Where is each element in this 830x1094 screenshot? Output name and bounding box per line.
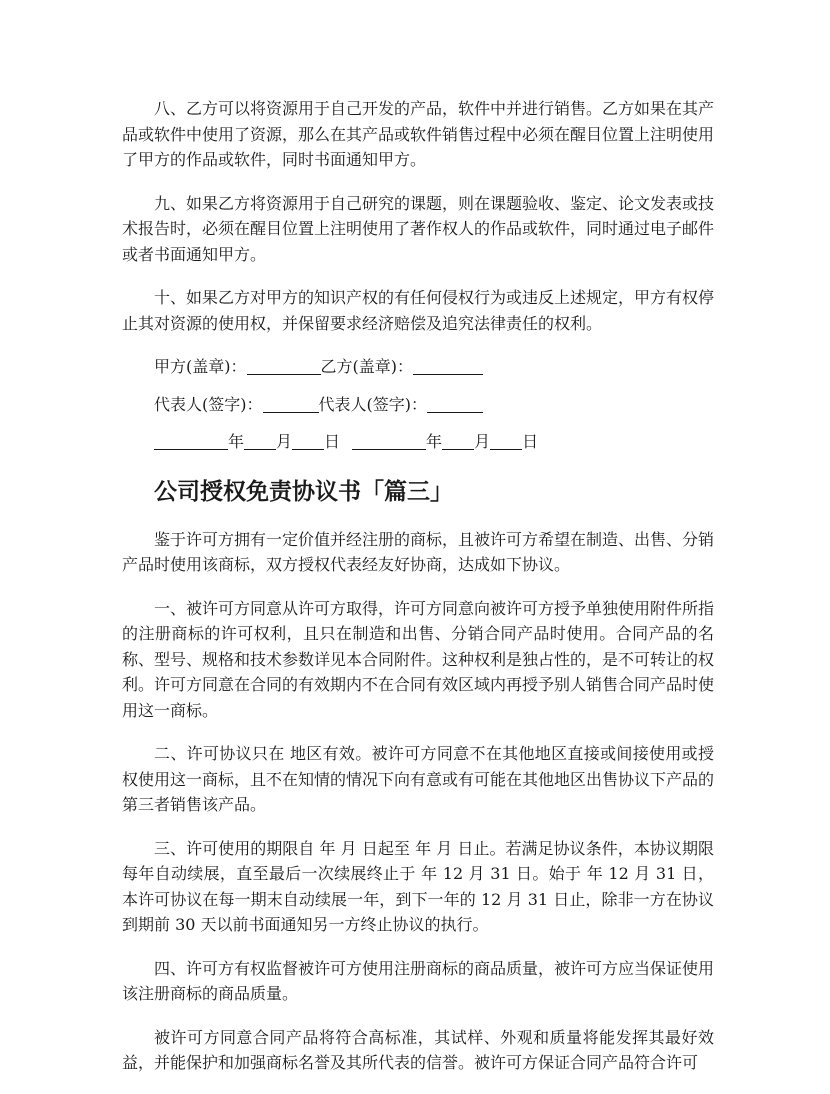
rep-a-blank	[263, 394, 319, 413]
rep-a-label: 代表人(签字)：	[154, 394, 263, 414]
clause-3: 三、许可使用的期限自 年 月 日起至 年 月 日止。若满足协议条件，本协议期限每年自动续展，直至最后一次续展终止于 年 12 月 31 日。始于 年 12 月 31 日，本许可协议在每一期末自动续展一年，到下一年的 12 月 31 日止，除非一方在协议到期前 30 天以前书面通知另一方终止协议的执行。	[122, 838, 714, 934]
rep-b-blank	[427, 394, 483, 413]
document-page	[122, 96, 714, 1094]
day-b-label: 日	[522, 432, 539, 451]
year-a-blank	[154, 431, 228, 450]
year-b-label: 年	[426, 432, 443, 451]
seal-line	[122, 354, 714, 380]
rep-b-label: 代表人(签字)：	[318, 394, 427, 414]
party-b-seal-label: 乙方(盖章)：	[320, 357, 413, 376]
year-b-blank	[352, 431, 426, 450]
clause-8: 八、乙方可以将资源用于自己开发的产品，软件中并进行销售。乙方如果在其产品或软件中使用了资源，那么在其产品或软件销售过程中必须在醒目位置上注明使用了甲方的作品或软件，同时书面通知甲方。	[122, 99, 715, 169]
clause-2: 二、许可协议只在 地区有效。被许可方同意不在其他地区直接或间接使用或授权使用这一商标，且不在知情的情况下向有意或有可能在其他地区出售协议下产品的第三者销售该产品。	[122, 744, 715, 814]
month-b-blank	[442, 431, 474, 450]
section-heading: 公司授权免责协议书「篇三」	[154, 478, 453, 505]
quality-clause: 被许可方同意合同产品将符合高标准，其试样、外观和质量将能发挥其最好效益，并能保护和加强商标名誉及其所代表的信誉。被许可方保证合同产品符合许可	[122, 1027, 714, 1072]
clause-10: 十、如果乙方对甲方的知识产权的有任何侵权行为或违反上述规定，甲方有权停止其对资源的使用权，并保留要求经济赔偿及追究法律责任的权利。	[122, 288, 715, 333]
party-a-seal-blank	[247, 356, 321, 375]
day-b-blank	[490, 431, 522, 450]
party-b-seal-blank	[413, 356, 483, 375]
month-a-label: 月	[276, 432, 293, 451]
month-b-label: 月	[474, 432, 491, 451]
clause-4: 四、许可方有权监督被许可方使用注册商标的商品质量，被许可方应当保证使用该注册商标的商品质量。	[122, 958, 715, 1003]
clause-1: 一、被许可方同意从许可方取得，许可方同意向被许可方授予单独使用附件所指的注册商标的许可权利，且只在制造和出售、分销合同产品时使用。合同产品的名称、型号、规格和技术参数详见本合同附件。这种权利是独占性的，是不可转让的权利。许可方同意在合同的有效期内不在合同有效区域内再授予别人销售合同产品时使用这一商标。	[122, 598, 715, 720]
day-a-blank	[292, 431, 324, 450]
clause-9: 九、如果乙方将资源用于自己研究的课题，则在课题验收、鉴定、论文发表或技术报告时，必须在醒目位置上注明使用了著作权人的作品或软件，同时通过电子邮件或者书面通知甲方。	[122, 193, 715, 264]
representative-line	[122, 392, 714, 418]
preamble: 鉴于许可方拥有一定价值并经注册的商标，且被许可方希望在制造、出售、分销产品时使用该商标，双方授权代表经友好协商，达成如下协议。	[122, 529, 715, 574]
year-a-label: 年	[228, 432, 245, 451]
party-a-seal-label: 甲方(盖章)：	[154, 357, 247, 376]
month-a-blank	[244, 431, 276, 450]
date-line	[122, 429, 714, 455]
day-a-label: 日	[324, 432, 341, 451]
